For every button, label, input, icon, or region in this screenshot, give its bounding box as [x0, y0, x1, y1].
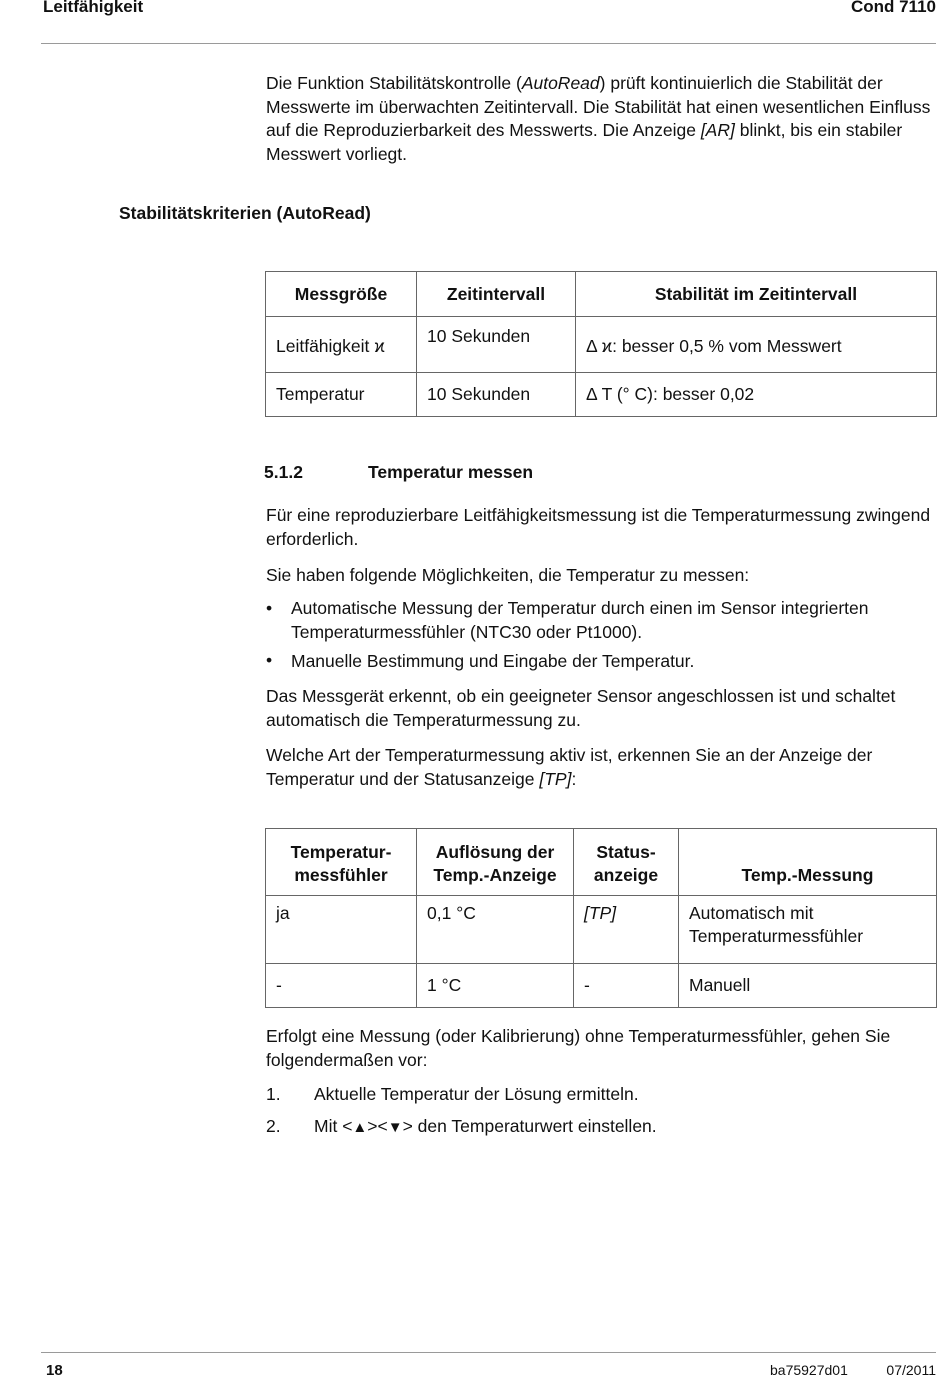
arrow-down-icon: ▼ — [387, 1119, 403, 1136]
table-cell: Automatisch mit Temperaturmessfühler — [679, 896, 937, 964]
table-header-cell: Auflösung der Temp.-Anzeige — [417, 829, 574, 896]
stability-criteria-table — [265, 271, 937, 417]
paragraph: Erfolgt eine Messung (oder Kalibrierung) ohne Temperaturmessfühler, gehen Sie folgendermaßen vor: — [266, 1026, 891, 1070]
bullet-icon: • — [266, 598, 273, 618]
paragraph: Das Messgerät erkennt, ob ein geeigneter Sensor angeschlossen ist und schaltet automatisch die Temperaturmessung zu. — [266, 686, 896, 730]
list-item: Manuelle Bestimmung und Eingabe der Temperatur. — [291, 651, 695, 671]
table-cell: ja — [266, 896, 417, 964]
temperature-measurement-table — [265, 828, 937, 1008]
table-header-cell: Status- anzeige — [574, 829, 679, 896]
table-cell: Temperatur — [266, 373, 417, 417]
table-header-cell: Messgröße — [266, 272, 417, 317]
table-header-cell: Stabilität im Zeitintervall — [576, 272, 937, 317]
table-cell: 1 °C — [417, 964, 574, 1008]
table-header-row — [266, 829, 937, 896]
table-cell: 10 Sekunden — [417, 373, 576, 417]
step-number: 2. — [266, 1116, 281, 1136]
table-cell: Δ T (° C): besser 0,02 — [576, 373, 937, 417]
table-cell: - — [574, 964, 679, 1008]
table-header-cell: Temperatur- messfühler — [266, 829, 417, 896]
subsection-title: Temperatur messen — [368, 462, 534, 482]
footer-rule — [41, 1352, 936, 1353]
table-cell: - — [266, 964, 417, 1008]
intro-paragraph: Die Funktion Stabilitätskontrolle (AutoRead) prüft kontinuierlich die Stabilität der Messwerte im überwachten Zeitintervall. Die Stabilität hat einen wesentlichen Einfluss auf die Reproduzierbarkeit des Messwerts. Die Anzeige [AR] blinkt, bis ein stabiler Messwert vorliegt. — [266, 73, 931, 164]
subsection-number: 5.1.2 — [264, 462, 303, 482]
step-number: 1. — [266, 1084, 281, 1104]
bullet-icon: • — [266, 650, 273, 670]
table-cell: 0,1 °C — [417, 896, 574, 964]
paragraph: Sie haben folgende Möglichkeiten, die Temperatur zu messen: — [266, 565, 750, 585]
step-text: Mit <▲><▼> den Temperaturwert einstellen. — [314, 1116, 657, 1136]
table-header-cell: Temp.-Messung — [679, 829, 937, 896]
step-text: Aktuelle Temperatur der Lösung ermitteln. — [314, 1084, 639, 1104]
table-row — [266, 896, 937, 964]
paragraph: Welche Art der Temperaturmessung aktiv ist, erkennen Sie an der Anzeige der Temperatur und der Statusanzeige [TP]: — [266, 745, 873, 789]
table-cell: Leitfähigkeit ϰ — [266, 317, 417, 373]
table-header-row — [266, 272, 937, 317]
table-cell: 10 Sekunden — [417, 317, 576, 373]
table-cell: [TP] — [574, 896, 679, 964]
table-row — [266, 373, 937, 417]
header-product: Cond 7110 — [850, 0, 936, 16]
table-header-cell: Zeitintervall — [417, 272, 576, 317]
section-title: Stabilitätskriterien (AutoRead) — [119, 203, 371, 223]
arrow-up-icon: ▲ — [352, 1119, 368, 1136]
header-chapter: Leitfähigkeit — [43, 0, 144, 16]
table-cell: Manuell — [679, 964, 937, 1008]
document-date: 07/2011 — [886, 1362, 936, 1378]
paragraph: Für eine reproduzierbare Leitfähigkeitsmessung ist die Temperaturmessung zwingend erforderlich. — [266, 505, 931, 549]
table-row — [266, 964, 937, 1008]
table-row — [266, 317, 937, 373]
page-number: 18 — [46, 1362, 63, 1379]
header-rule — [41, 43, 936, 44]
list-item: Automatische Messung der Temperatur durch einen im Sensor integrierten Temperaturmessfühler (NTC30 oder Pt1000). — [291, 598, 869, 642]
document-id: ba75927d01 — [770, 1362, 848, 1378]
table-cell: Δ ϰ: besser 0,5 % vom Messwert — [576, 317, 937, 373]
